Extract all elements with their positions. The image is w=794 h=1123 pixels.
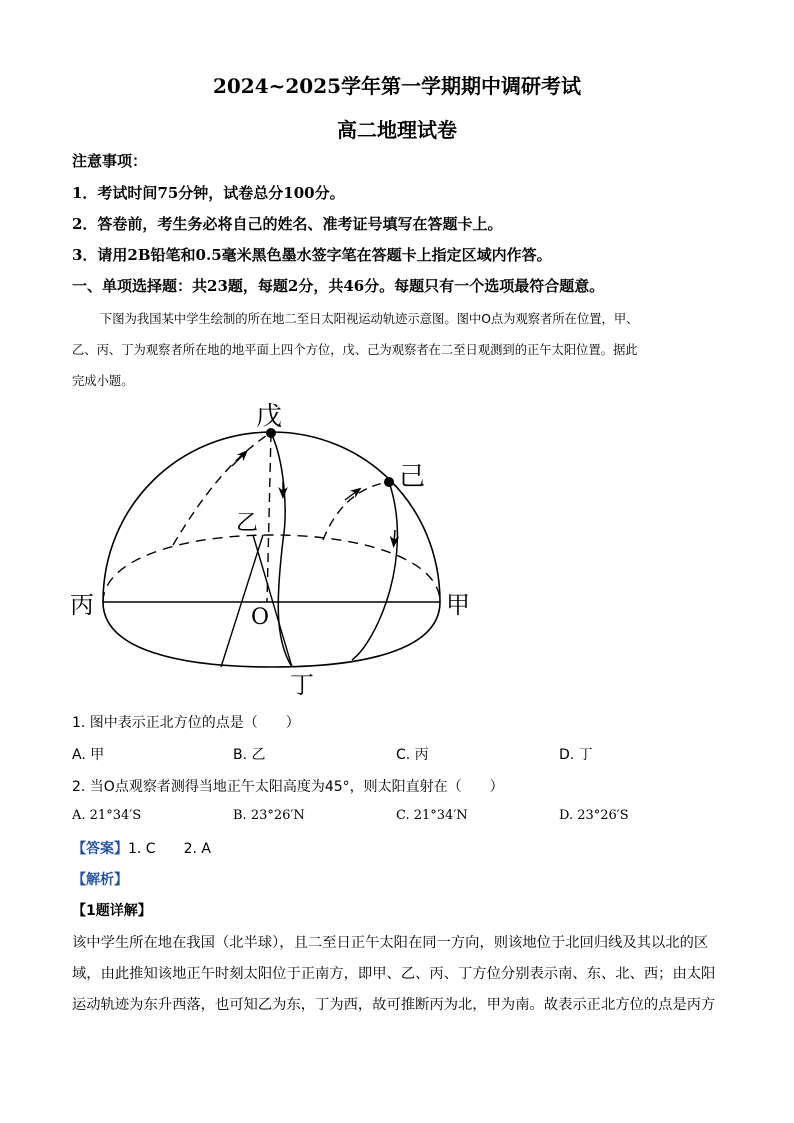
detail-line-3: 运动轨迹为东升西落，也可知乙为东，丁为西，故可推断丙为北，甲为南。故表示正北方位的点是丙方 — [72, 997, 716, 1013]
label-o: O — [251, 605, 270, 630]
label-ji: 己 — [399, 462, 426, 492]
answer-text: 1. C 2. A — [128, 841, 211, 857]
notice-heading: 注意事项： — [72, 152, 148, 170]
passage-line-3: 完成小题。 — [72, 374, 134, 388]
label-wu: 戊 — [256, 402, 283, 432]
detail-line-1: 该中学生所在地在我国（北半球），且二至日正午太阳在同一方向，则该地位于北回归线及其以北的区 — [72, 935, 709, 951]
ji-rising-path — [323, 482, 388, 540]
yi-ding-line — [253, 535, 292, 667]
exam-title: 2024~2025学年第一学期期中调研考试 — [212, 74, 582, 98]
detail-heading: 【1题详解】 — [72, 903, 152, 919]
exam-subtitle: 高二地理试卷 — [337, 118, 457, 142]
horizon-front — [103, 602, 440, 667]
label-yi: 乙 — [236, 511, 259, 536]
label-bing: 丙 — [70, 591, 94, 619]
wu-rising-arrow — [232, 454, 244, 466]
ji-setting-path — [352, 482, 397, 660]
wu-vertical-dashed — [267, 433, 271, 602]
answer-line — [72, 838, 211, 858]
q1-option-d: D. 丁 — [559, 747, 593, 763]
q1-option-b: B. 乙 — [233, 747, 266, 763]
notice-item-2: 2．答卷前，考生务必将自己的姓名、准考证号填写在答题卡上。 — [72, 215, 503, 233]
q2-option-a: A. 21°34′S — [72, 808, 142, 823]
sun-path-diagram — [60, 395, 490, 700]
sun-dot-ji — [384, 477, 394, 487]
cross-line-left — [221, 535, 263, 667]
q2-option-b: B. 23°26′N — [233, 808, 305, 823]
notice-item-3: 3．请用2B铅笔和0.5毫米黑色墨水签字笔在答题卡上指定区域内作答。 — [72, 246, 552, 264]
q2-stem: 2. 当O点观察者测得当地正午太阳高度为45°，则太阳直射在（ ） — [72, 779, 504, 795]
notice-item-1: 1．考试时间75分钟，试卷总分100分。 — [72, 184, 345, 202]
q2-option-c: C. 21°34′N — [396, 808, 468, 823]
q1-option-c: C. 丙 — [396, 747, 429, 763]
label-ding: 丁 — [290, 671, 314, 699]
passage-line-2: 乙、丙、丁为观察者所在地的地平面上四个方位，戊、己为观察者在二至日观测到的正午太阳位置。据此 — [72, 343, 638, 357]
q1-option-a: A. 甲 — [72, 747, 105, 763]
passage-line-1: 下图为我国某中学生绘制的所在地二至日太阳视运动轨迹示意图。图中O点为观察者所在位置，甲、 — [100, 312, 639, 326]
analysis-line — [72, 869, 128, 889]
ji-setting-arrow — [394, 530, 395, 542]
label-jia: 甲 — [446, 591, 470, 619]
dome-outline — [103, 432, 440, 602]
analysis-tag: 【解析】 — [72, 872, 128, 888]
q2-option-d: D. 23°26′S — [559, 808, 629, 823]
answer-tag: 【答案】 — [72, 841, 128, 857]
detail-line-2: 域，由此推知该地正午时刻太阳位于正南方，即甲、乙、丙、丁方位分别表示南、东、北、西；由太阳 — [72, 966, 716, 982]
section-one-heading: 一、单项选择题：共23题，每题2分，共46分。每题只有一个选项最符合题意。 — [72, 277, 605, 295]
q1-stem: 1. 图中表示正北方位的点是（ ） — [72, 715, 300, 731]
